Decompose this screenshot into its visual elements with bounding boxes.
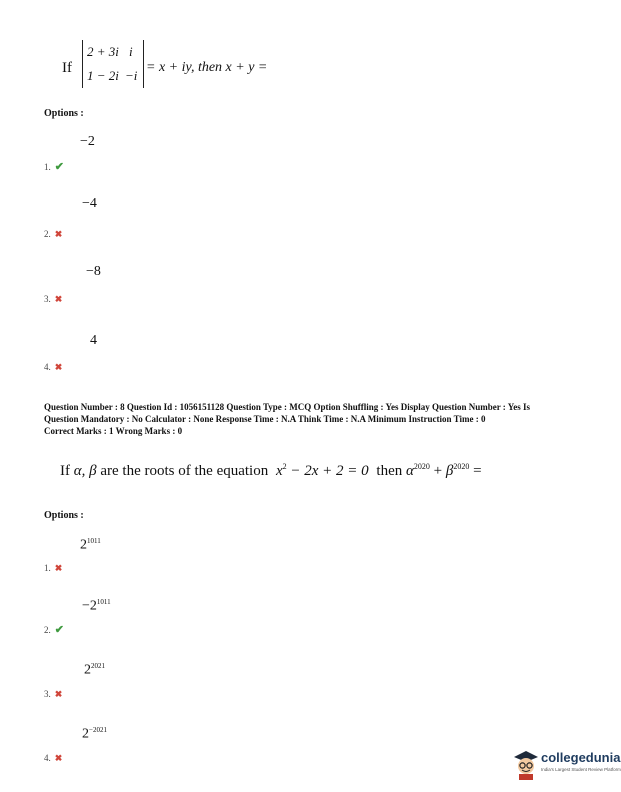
question1-rhs: = x + iy, then x + y =	[146, 60, 268, 75]
option-number: 3.	[44, 689, 51, 699]
mascot-icon	[512, 748, 540, 780]
determinant	[82, 40, 144, 88]
q2-plus: +	[433, 463, 443, 479]
q2-eq-x: x	[275, 463, 283, 479]
q2-eq-rest: − 2x + 2 = 0	[290, 463, 369, 479]
meta-line-1: Question Number : 8 Question Id : 1056151128 Question Type : MCQ Option Shuffling : Yes Display Question Number : Yes Is	[44, 402, 530, 412]
q1-option-3-value: −8	[86, 264, 101, 279]
option-number: 4.	[44, 362, 51, 372]
q1-option-1-value: −2	[80, 134, 95, 149]
q1-option-2[interactable]	[44, 224, 62, 242]
q1-option-4-value: 4	[90, 333, 97, 348]
logo-name: collegedunia	[541, 750, 621, 765]
det-r1c2: i	[129, 44, 133, 59]
q2-option-3-value	[84, 662, 105, 679]
option-number: 1.	[44, 162, 51, 172]
q2-option-1[interactable]	[44, 558, 62, 576]
meta-line-2: Question Mandatory : No Calculator : None Response Time : N.A Think Time : N.A Minimum Instruction Time : 0	[44, 414, 486, 424]
q2-part2: are the roots of the equation	[100, 463, 269, 479]
q2-equals: =	[473, 463, 482, 479]
q2-part3: then	[376, 463, 403, 479]
q2-beta: β	[445, 463, 454, 479]
q2-option-2-value	[82, 598, 111, 615]
q2-eq	[276, 463, 369, 479]
question-if-label: If	[62, 60, 72, 76]
q2-option-4-value	[82, 726, 107, 743]
cross-icon: ✖	[54, 689, 63, 699]
check-icon: ✔	[54, 624, 64, 636]
check-icon: ✔	[54, 161, 64, 173]
options-label: Options :	[44, 108, 84, 119]
q1-option-2-value: −4	[82, 196, 97, 211]
q2-opt3-exp: 2021	[91, 662, 105, 670]
options-label-2: Options :	[44, 510, 84, 521]
q1-option-1[interactable]	[44, 157, 64, 175]
q2-opt1-base: 2	[80, 537, 87, 553]
option-number: 4.	[44, 753, 51, 763]
cross-icon: ✖	[54, 229, 63, 239]
meta-line-3: Correct Marks : 1 Wrong Marks : 0	[44, 426, 183, 436]
q2-alpha-exp: 2020	[413, 462, 430, 471]
q1-option-4[interactable]	[44, 357, 62, 375]
question-meta	[44, 401, 604, 437]
option-number: 1.	[44, 563, 51, 573]
cross-icon: ✖	[54, 294, 63, 304]
q2-opt1-exp: 1011	[87, 537, 101, 545]
question2-text	[60, 462, 482, 480]
det-r2c2: −i	[125, 68, 138, 83]
collegedunia-logo	[512, 748, 621, 782]
cross-icon: ✖	[54, 563, 63, 573]
q2-option-2[interactable]	[44, 620, 64, 638]
q2-option-3[interactable]	[44, 684, 62, 702]
logo-tagline: India's Largest Student Review Platform	[541, 767, 621, 772]
option-number: 2.	[44, 625, 51, 635]
option-number: 3.	[44, 294, 51, 304]
q2-opt2-base: −2	[82, 598, 97, 614]
q2-roots: α, β	[73, 463, 97, 479]
cross-icon: ✖	[54, 753, 63, 763]
option-number: 2.	[44, 229, 51, 239]
q2-beta-exp: 2020	[453, 462, 470, 471]
q2-option-4[interactable]	[44, 748, 62, 766]
q2-opt4-base: 2	[82, 726, 89, 742]
q2-opt4-exp: −2021	[89, 726, 107, 734]
q2-opt2-exp: 1011	[96, 598, 111, 606]
q1-option-3[interactable]	[44, 289, 62, 307]
q2-option-1-value	[80, 537, 101, 554]
det-r2c1: 1 − 2i	[87, 68, 119, 83]
q2-alpha: α	[406, 463, 414, 479]
q2-part1: If	[60, 463, 70, 479]
q2-eq-exp: 2	[282, 462, 287, 471]
q2-opt3-base: 2	[84, 662, 91, 678]
det-r1c1: 2 + 3i	[87, 44, 119, 59]
cross-icon: ✖	[54, 362, 63, 372]
